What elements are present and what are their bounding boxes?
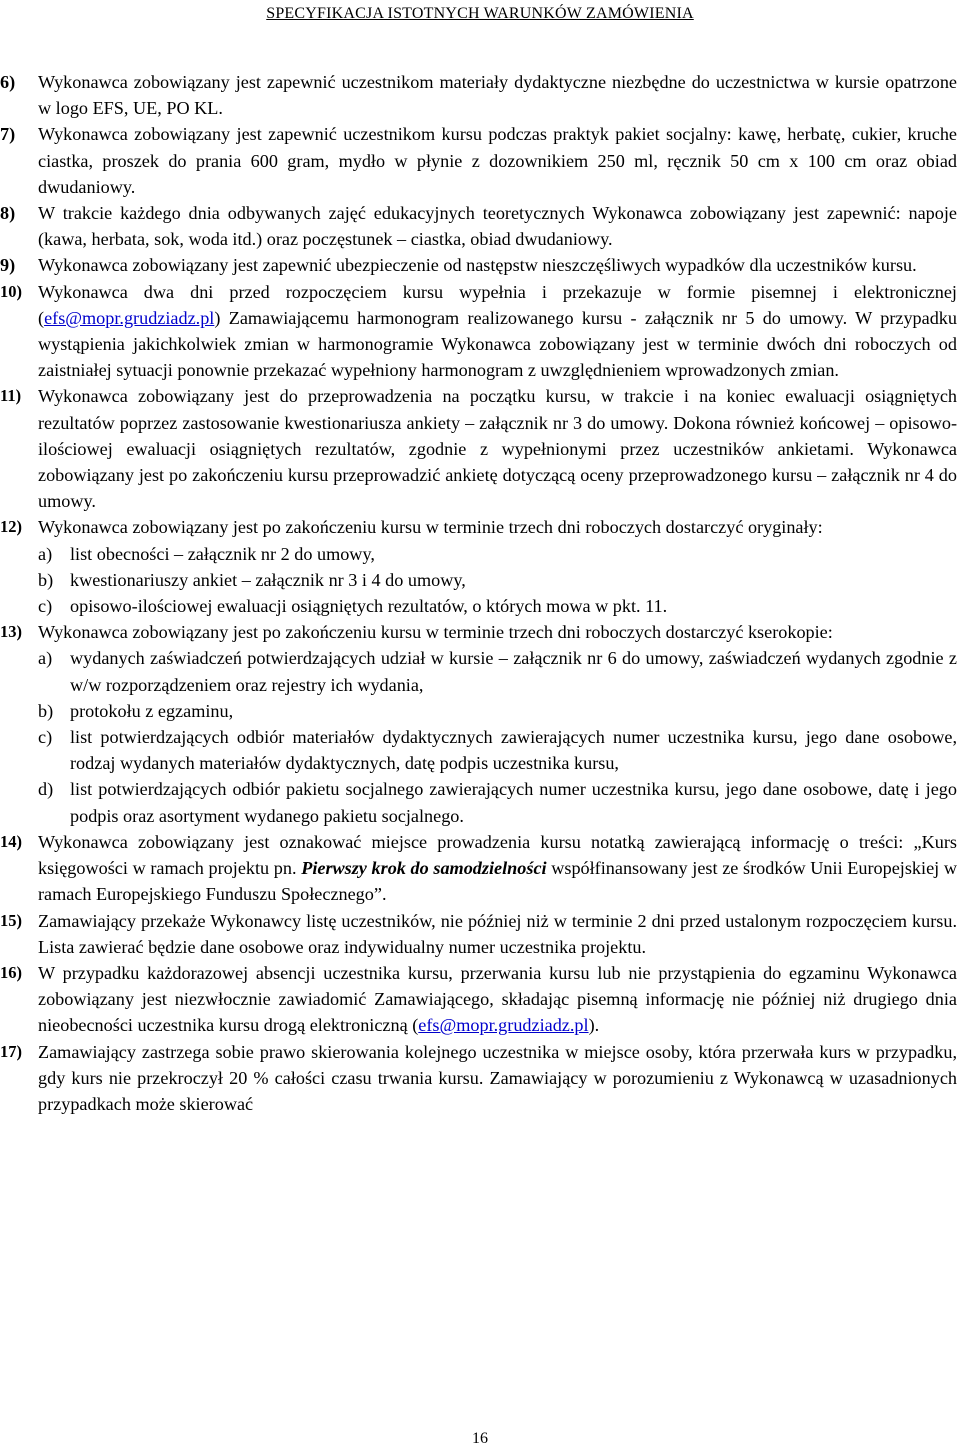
item-text: W trakcie każdego dnia odbywanych zajęć edukacyjnych teoretycznych Wykonawca zobowiązany jest zapewnić: napoje (kawa, herbata, sok, woda itd.) oraz poczęstunek – ciastka, obiad dwudaniowy. — [38, 203, 957, 250]
sub-text: wydanych zaświadczeń potwierdzających udział w kursie – załącznik nr 6 do umowy, zaświadczeń wydanych zgodnie z w/w rozporządzeniem oraz rejestry ich wydania, — [70, 648, 957, 695]
sub-item-12b — [0, 567, 960, 593]
sub-label: c) — [38, 727, 53, 748]
list-item-14 — [0, 829, 960, 908]
sub-item-13a — [0, 645, 960, 697]
item-number: 11) — [0, 386, 22, 406]
document-header — [0, 5, 960, 23]
sub-label: b) — [38, 700, 54, 721]
sub-label: d) — [38, 779, 54, 800]
sub-text: list potwierdzających odbiór pakietu socjalnego zawierających numer uczestnika kursu, jego dane osobowe, datę i jego podpis oraz asortyment wydanego pakietu socjalnego. — [70, 779, 957, 826]
sub-label: b) — [38, 569, 54, 590]
item-text: Zamawiający zastrzega sobie prawo skierowania kolejnego uczestnika w miejsce osoby, która przerwała kurs w przypadku, gdy kurs nie przekroczył 20 % całości czasu trwania kursu. Zamawiający w porozumieniu z Wykonawcą w uzasadnionych przypadkach może skierować — [38, 1041, 957, 1114]
item-number: 17) — [0, 1041, 22, 1061]
list-item-13 — [0, 619, 960, 645]
sub-label: a) — [38, 648, 53, 669]
item-number: 8) — [0, 203, 16, 224]
email-link[interactable]: efs@mopr.grudziadz.pl — [418, 1015, 589, 1036]
list-item-6 — [0, 69, 960, 121]
item-number: 12) — [0, 517, 22, 537]
list-item-11 — [0, 383, 960, 514]
sub-label: a) — [38, 543, 53, 564]
list-item-9 — [0, 252, 960, 278]
item-text-cont: ). — [588, 1015, 600, 1036]
sub-text: kwestionariuszy ankiet – załącznik nr 3 i 4 do umowy, — [70, 569, 466, 590]
list-item-10 — [0, 279, 960, 384]
sub-item-13c — [0, 724, 960, 776]
list-item-12 — [0, 514, 960, 540]
item-number: 7) — [0, 124, 16, 145]
sub-text: opisowo-ilościowej ewaluacji osiągniętych rezultatów, o których mowa w pkt. 11. — [70, 596, 668, 617]
header-title: SPECYFIKACJA ISTOTNYCH WARUNKÓW ZAMÓWIENIA — [266, 5, 694, 22]
item-text: W przypadku każdorazowej absencji uczestnika kursu, przerwania kursu lub nie przystąpienia do egzaminu Wykonawca zobowiązany jest niezwłocznie zawiadomić Zamawiającego, składając pisemną informację nie później niż drugiego dnia nieobecności uczestnika kursu drogą elektroniczną ( — [38, 962, 957, 1036]
sub-text: list potwierdzających odbiór materiałów dydaktycznych zawierających numer uczestnika kursu, jego dane osobowe, rodzaj wydanych materiałów dydaktycznych, datę podpis uczestnika kursu, — [70, 727, 957, 774]
list-item-8 — [0, 200, 960, 252]
sub-item-13b — [0, 698, 960, 724]
document-body — [0, 69, 960, 1117]
item-text: Wykonawca zobowiązany jest zapewnić ubezpieczenie od następstw nieszczęśliwych wypadków dla uczestników kursu. — [38, 255, 917, 276]
item-text: Wykonawca zobowiązany jest zapewnić uczestnikom materiały dydaktyczne niezbędne do uczestnictwa w kursie opatrzone w logo EFS, UE, PO KL. — [38, 72, 957, 119]
item-number: 6) — [0, 72, 16, 92]
item-text: Wykonawca zobowiązany jest zapewnić uczestnikom kursu podczas praktyk pakiet socjalny: kawę, herbatę, cukier, kruche ciastka, proszek do prania 600 gram, mydło w płynie z dozownikiem 250 ml, ręcznik 50 cm x 100 cm oraz obiad dwudaniowy. — [38, 124, 957, 197]
item-text: Wykonawca zobowiązany jest oznakować miejsce prowadzenia kursu notatką zawierającą informację o treści: „Kurs księgowości w ramach projektu pn. — [38, 831, 957, 879]
item-number: 16) — [0, 962, 22, 982]
list-item-15 — [0, 908, 960, 960]
sub-text: protokołu z egzaminu, — [70, 700, 234, 721]
item-number: 10) — [0, 281, 22, 301]
sub-label: c) — [38, 596, 53, 617]
item-number: 13) — [0, 622, 22, 642]
item-text-cont: współfinansowany jest ze środków Unii Europejskiej w ramach Europejskiego Funduszu Społecznego”. — [38, 858, 957, 905]
page-number: 16 — [472, 1430, 488, 1447]
project-name: Pierwszy krok do samodzielności — [301, 858, 547, 879]
item-number: 15) — [0, 910, 22, 930]
item-text: Zamawiający przekaże Wykonawcy listę uczestników, nie później niż w terminie 2 dni przed ustalonym rozpoczęciem kursu. Lista zawierać będzie dane osobowe oraz indywidualny numer uczestnika projektu. — [38, 910, 957, 957]
item-text: Wykonawca zobowiązany jest po zakończeniu kursu w terminie trzech dni roboczych dostarczyć kserokopie: — [38, 622, 833, 643]
item-text: Wykonawca zobowiązany jest po zakończeniu kursu w terminie trzech dni roboczych dostarczyć oryginały: — [38, 517, 823, 538]
sub-text: list obecności – załącznik nr 2 do umowy, — [70, 543, 375, 564]
sub-item-12c — [0, 593, 960, 619]
list-item-16 — [0, 960, 960, 1039]
list-item-17 — [0, 1039, 960, 1118]
item-number: 9) — [0, 255, 16, 276]
list-item-7 — [0, 121, 960, 200]
email-link[interactable]: efs@mopr.grudziadz.pl — [44, 307, 215, 328]
item-text-cont: ) Zamawiającemu harmonogram realizowanego kursu - załącznik nr 5 do umowy. W przypadku wystąpienia jakichkolwiek zmian w harmonogramie Wykonawca zobowiązany jest w terminie dwóch dni roboczych od zaistniałej sytuacji ponownie przekazać wypełniony harmonogram z uwzględnieniem wprowadzonych zmian. — [38, 307, 957, 381]
item-text: Wykonawca zobowiązany jest do przeprowadzenia na początku kursu, w trakcie i na koniec ewaluacji osiągniętych rezultatów poprzez zastosowanie kwestionariusza ankiety – załącznik nr 3 do umowy. Dokona również końcowej – opisowo-ilościowej ewaluacji osiągniętych rezultatów, zgodnie z wypełnionymi przez uczestników ankietami. Wykonawca zobowiązany jest po zakończeniu kursu przeprowadzić ankietę dotyczącą oceny przeprowadzonego kursu – załącznik nr 4 do umowy. — [38, 386, 957, 512]
sub-item-12a — [0, 541, 960, 567]
sub-item-13d — [0, 776, 960, 828]
item-number: 14) — [0, 831, 22, 851]
item-text: Wykonawca dwa dni przed rozpoczęciem kursu wypełnia i przekazuje w formie pisemnej i elektronicznej ( — [38, 281, 957, 328]
